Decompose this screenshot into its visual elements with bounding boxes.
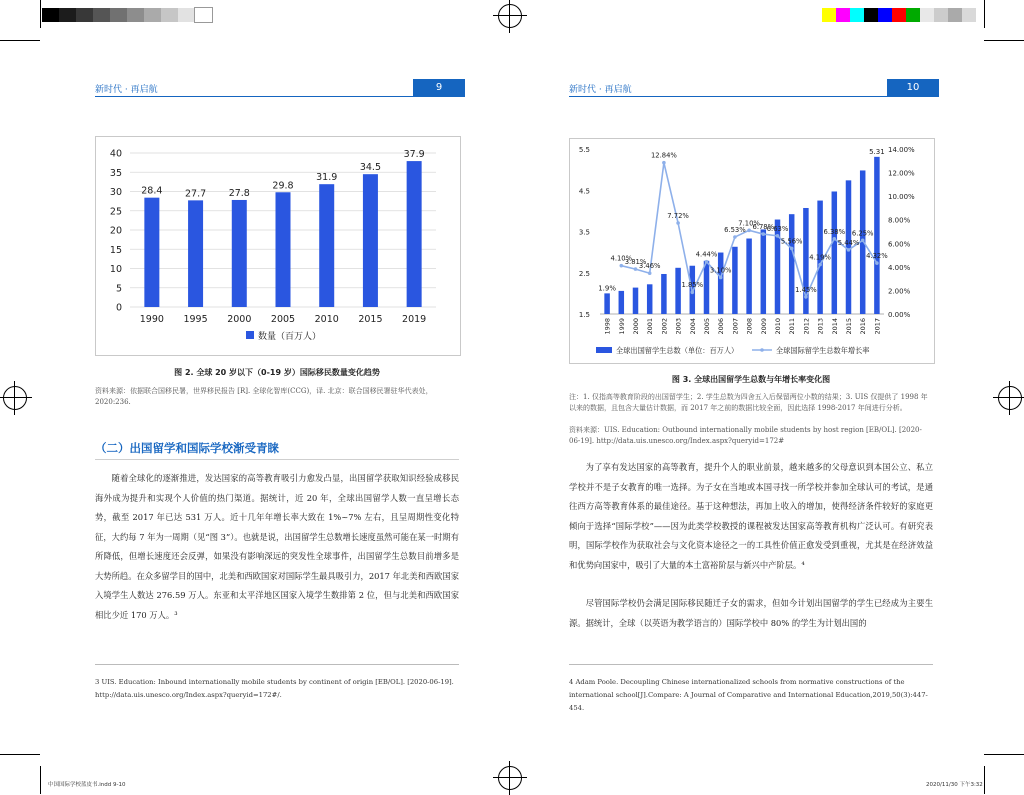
- bar-data-label: 5.31: [869, 147, 885, 156]
- legend-label-line: 全球国际留学生总数年增长率: [776, 346, 870, 355]
- registration-mark-left: [3, 386, 27, 410]
- x-tick-label: 2015: [358, 314, 383, 325]
- figure-3-caption: 图 3. 全球出国留学生总数与年增长率变化图: [671, 375, 831, 384]
- color-swatch: [822, 8, 836, 22]
- y-tick-label: 15: [109, 244, 122, 256]
- legend-swatch: [246, 331, 254, 339]
- color-swatch: [850, 8, 864, 22]
- growth-rate-label: 5.56%: [780, 237, 803, 246]
- growth-rate-label: 1.45%: [795, 285, 817, 294]
- y-tick-label: 20: [109, 225, 122, 237]
- x-tick-label: 2017: [873, 318, 882, 335]
- crop-mark: [40, 766, 41, 794]
- growth-rate-point: [719, 276, 723, 280]
- crop-mark: [0, 754, 40, 755]
- x-tick-label: 2007: [731, 318, 740, 335]
- bar: [832, 191, 838, 314]
- header-rule-right: [569, 96, 939, 97]
- growth-rate-point: [875, 261, 879, 265]
- color-swatch: [195, 8, 212, 22]
- growth-rate-point: [676, 221, 680, 225]
- growth-rate-label: 6.38%: [823, 227, 846, 236]
- growth-rate-label: 5.44%: [837, 238, 860, 247]
- left-tick-label: 4.5: [578, 187, 590, 196]
- footnote-3: 3 UIS. Education: Inbound internationally mobile students by continent of origin [EB/OL]. [2020-06-19]. http://data.uis.unesco.org/Index.aspx?queryid=172#/.: [95, 678, 454, 699]
- bar: [619, 291, 625, 314]
- color-swatch: [110, 8, 127, 22]
- x-tick-label: 1999: [617, 318, 626, 335]
- crop-mark: [984, 766, 985, 794]
- growth-rate-point: [790, 247, 794, 251]
- left-body-paragraph: 随着全球化的逐渐推进，发达国家的高等教育吸引力愈发凸显，出国留学获取知识经验成移民海外成为提升和实现个人价值的热门渠道。据统计，近 20 年，全球出国留学人数一直呈增长态势，截至 2017 年已达 531 万人。近十几年年增长率大致在 1%~7% 左右，且呈周期性变化特征，大约每 7 年为一周期（见“图 3”）。也就是说，出国留学生总数增长速度虽然可能在某一时期有所降低，但增长速度还会反弹，如果没有影响深远的突发性全球事件，出国留学生总数目前增多是大势所趋。在众多留学目的国中，北美和西欧国家对国际学生最具吸引力，2017 年北美和西欧国家入境学生人数达 276.59 万人。东亚和太平洋地区国家入境学生数排第 2 位，但与北美和西欧国家相比少近 170 万人。³: [95, 473, 459, 620]
- growth-rate-label: 7.10%: [738, 219, 760, 228]
- bar: [407, 161, 422, 307]
- color-swatch: [906, 8, 920, 22]
- x-tick-label: 2010: [774, 318, 782, 335]
- right-tick-label: 4.00%: [888, 263, 911, 272]
- color-swatch: [161, 8, 178, 22]
- data-label: 27.7: [184, 188, 207, 200]
- right-tick-label: 14.00%: [888, 146, 915, 154]
- data-label: 27.8: [228, 187, 250, 199]
- color-swatch: [892, 8, 906, 22]
- bar: [704, 261, 710, 314]
- x-tick-label: 2004: [688, 318, 697, 335]
- x-tick-label: 2015: [845, 318, 853, 335]
- growth-rate-label: 6.25%: [851, 229, 874, 238]
- left-tick-label: 5.5: [578, 146, 590, 154]
- header-rule-left: [95, 96, 465, 97]
- growth-rate-point: [662, 161, 666, 165]
- x-tick-label: 2008: [745, 318, 754, 335]
- x-tick-label: 1995: [183, 314, 208, 325]
- right-tick-label: 6.00%: [888, 240, 911, 249]
- legend-marker-line: [760, 348, 764, 352]
- right-tick-label: 0.00%: [888, 311, 911, 319]
- right-body-paragraph-1: 为了享有发达国家的高等教育，提升个人的职业前景，越来越多的父母意识到本国公立、私立学校并不是子女教育的唯一选择。为子女在当地或本国寻找一所学校并参加全球认可的考试，是通往西方高等教育体系的最佳途径。基于这种想法，再加上收入的增加，使得经济条件较好的家庭更倾向于选择“国际学校”——因为此类学校教授的课程被发达国家高等教育机构广泛认可。有研究表明，国际学校作为获取社会与文化资本途径之一的工具性价值正愈发受到重视，尤其是在经济效益和优势向国家中，吸引了大量的本土富裕阶层与新兴中产阶层。⁴: [569, 462, 933, 570]
- figure-3-note: 注：1. 仅指高等教育阶段的出国留学生；2. 学生总数为四舍五入后保留两位小数的结果；3. UIS 仅提供了 1998 年以来的数据，且包含大量估计数据，而 2017 年之前的数据比较全面，因此选择 1998-2017 年间进行分析。: [569, 393, 928, 412]
- figure-2-caption: 图 2. 全球 20 岁以下（0-19 岁）国际移民数量变化趋势: [174, 368, 380, 377]
- bar: [761, 229, 767, 314]
- slug-timestamp: 2020/11/30 下午3:32: [926, 782, 983, 788]
- x-tick-label: 2006: [717, 318, 726, 335]
- growth-rate-point: [705, 260, 709, 264]
- growth-rate-point: [861, 239, 865, 243]
- color-swatch: [144, 8, 161, 22]
- growth-rate-label: 6.53%: [724, 226, 746, 235]
- x-tick-label: 2012: [802, 318, 811, 335]
- growth-rate-label: 4.19%: [809, 253, 831, 262]
- page-number-left: 9: [413, 79, 465, 96]
- crop-mark: [0, 40, 40, 41]
- growth-rate-label: 1.85%: [681, 281, 704, 290]
- registration-mark-bottom: [498, 766, 522, 790]
- bar: [675, 268, 681, 314]
- color-swatch: [59, 8, 76, 22]
- right-tick-label: 12.00%: [888, 169, 915, 178]
- right-tick-label: 8.00%: [888, 216, 911, 225]
- x-tick-label: 2019: [402, 314, 427, 325]
- figure-3-combo-chart: [570, 139, 934, 363]
- bar: [874, 157, 880, 314]
- y-tick-label: 5: [115, 283, 122, 295]
- color-swatch: [920, 8, 934, 22]
- bar: [661, 274, 667, 314]
- color-swatch: [76, 8, 93, 22]
- x-tick-label: 2011: [788, 318, 797, 335]
- left-tick-label: 1.5: [578, 311, 590, 319]
- crop-mark: [984, 0, 985, 28]
- data-label: 37.9: [403, 149, 425, 161]
- x-tick-label: 2000: [632, 318, 640, 335]
- slug-filename: 中国国际学校蓝皮书.indd 9-10: [48, 782, 126, 788]
- footnote-4: 4 Adam Poole. Decoupling Chinese internationalized schools from normative constructions of the international school[J].Compare: A Journal of Comparative and International Education,2019,50(3):447-454.: [569, 678, 928, 712]
- figure-3-frame: [569, 138, 935, 364]
- growth-rate-point: [804, 295, 808, 299]
- bar: [647, 284, 653, 314]
- right-body-paragraph-2: 尽管国际学校仍会满足国际移民随迁子女的需求，但如今计划出国留学的学生已经成为主要生源。据统计，全球（以英语为教学语言的）国际学校中 80% 的学生为计划出国的: [569, 598, 933, 628]
- data-label: 28.4: [141, 185, 163, 197]
- y-tick-label: 40: [109, 148, 122, 160]
- left-tick-label: 3.5: [578, 228, 590, 237]
- color-swatch: [42, 8, 59, 22]
- data-label: 29.8: [272, 180, 294, 192]
- bar: [363, 174, 378, 307]
- y-tick-label: 30: [109, 187, 122, 198]
- color-swatch: [948, 8, 962, 22]
- growth-rate-point: [818, 263, 822, 267]
- growth-rate-label: 4.10%: [610, 254, 633, 263]
- color-swatch: [962, 8, 976, 22]
- footnote-rule-right: [569, 664, 933, 665]
- y-tick-label: 0: [115, 302, 122, 314]
- x-tick-label: 2005: [270, 314, 296, 325]
- page-number-right: 10: [887, 79, 939, 96]
- bar: [732, 247, 738, 314]
- figure-3-source: 资料来源：UIS. Education: Outbound internationally mobile students by host region [EB/OL]. [2020-06-19]. http://data.uis.unesco.org/Index.aspx?queryid=172#: [569, 426, 922, 445]
- data-label: 34.5: [359, 162, 382, 174]
- bar: [846, 180, 852, 314]
- growth-rate-point: [847, 248, 851, 252]
- growth-rate-point: [762, 232, 766, 236]
- growth-rate-label: 3.81%: [624, 258, 647, 267]
- bar: [633, 288, 639, 314]
- y-tick-label: 25: [109, 206, 122, 218]
- growth-rate-point: [634, 267, 638, 271]
- growth-rate-point: [691, 290, 695, 294]
- x-tick-label: 2014: [830, 318, 839, 335]
- crop-mark: [984, 40, 1024, 41]
- x-tick-label: 2009: [759, 318, 768, 335]
- growth-rate-label: 12.84%: [650, 151, 677, 160]
- growth-rate-label: 7.72%: [667, 212, 689, 221]
- y-tick-label: 10: [109, 264, 122, 275]
- y-tick-label: 35: [109, 167, 122, 179]
- color-swatch: [93, 8, 110, 22]
- growth-rate-label: 3.10%: [709, 266, 732, 275]
- crop-mark: [40, 0, 41, 28]
- growth-rate-label: 3.46%: [638, 262, 661, 271]
- registration-mark-right: [998, 386, 1022, 410]
- figure-2-source: 资料来源：依据联合国移民署，世界移民报告 [R]. 全球化智库(CCG)，译. 北京：联合国移民署驻华代表处，2020:236.: [95, 387, 433, 406]
- left-tick-label: 2.5: [578, 269, 590, 278]
- x-tick-label: 2013: [816, 318, 825, 335]
- bar-data-label: 1.9%: [598, 284, 616, 293]
- x-tick-label: 1990: [139, 314, 164, 325]
- x-tick-label: 2002: [660, 318, 669, 335]
- bar: [276, 192, 291, 307]
- legend-label-bars: 全球出国留学生总数（单位：百万人）: [616, 346, 739, 355]
- bar: [144, 198, 159, 307]
- growth-rate-point: [747, 229, 751, 233]
- bar: [789, 214, 795, 314]
- growth-rate-point: [620, 264, 624, 268]
- color-swatch: [836, 8, 850, 22]
- growth-rate-point: [776, 234, 780, 238]
- running-head-left: 新时代 · 再启航: [95, 85, 158, 95]
- growth-rate-label: 4.44%: [695, 250, 718, 259]
- x-tick-label: 2001: [646, 318, 655, 335]
- x-tick-label: 2005: [703, 318, 711, 335]
- growth-rate-point: [648, 271, 652, 275]
- growth-rate-label: 6.78%: [752, 223, 775, 232]
- x-tick-label: 2016: [859, 318, 868, 335]
- bar: [775, 220, 781, 314]
- color-swatch: [864, 8, 878, 22]
- running-head-right: 新时代 · 再启航: [569, 85, 632, 95]
- color-swatch: [878, 8, 892, 22]
- bar: [319, 184, 334, 307]
- growth-rate-label: 6.63%: [766, 224, 789, 233]
- section-rule: [95, 459, 459, 460]
- growth-rate-point: [733, 235, 737, 239]
- legend-swatch-bars: [596, 347, 612, 353]
- x-tick-label: 1998: [603, 318, 612, 335]
- right-tick-label: 2.00%: [888, 287, 911, 296]
- growth-rate-point: [833, 237, 837, 241]
- bar: [746, 239, 752, 314]
- x-tick-label: 2010: [314, 314, 339, 325]
- registration-mark-top: [498, 4, 522, 28]
- legend-label: 数量（百万人）: [258, 332, 322, 342]
- bar: [232, 200, 247, 307]
- figure-2-bar-chart: [96, 137, 460, 355]
- bar: [604, 293, 610, 314]
- footnote-rule-left: [95, 664, 459, 665]
- x-tick-label: 2000: [227, 314, 252, 325]
- crop-mark: [984, 754, 1024, 755]
- bar: [188, 200, 203, 307]
- x-tick-label: 2003: [674, 318, 683, 335]
- growth-rate-label: 4.32%: [866, 252, 888, 261]
- color-swatch: [178, 8, 195, 22]
- color-swatch: [934, 8, 948, 22]
- color-swatch: [127, 8, 144, 22]
- bar: [718, 253, 724, 314]
- section-heading: （二）出国留学和国际学校渐受青睐: [95, 441, 279, 455]
- right-tick-label: 10.00%: [888, 193, 915, 202]
- data-label: 31.9: [316, 172, 338, 184]
- figure-2-frame: [95, 136, 461, 356]
